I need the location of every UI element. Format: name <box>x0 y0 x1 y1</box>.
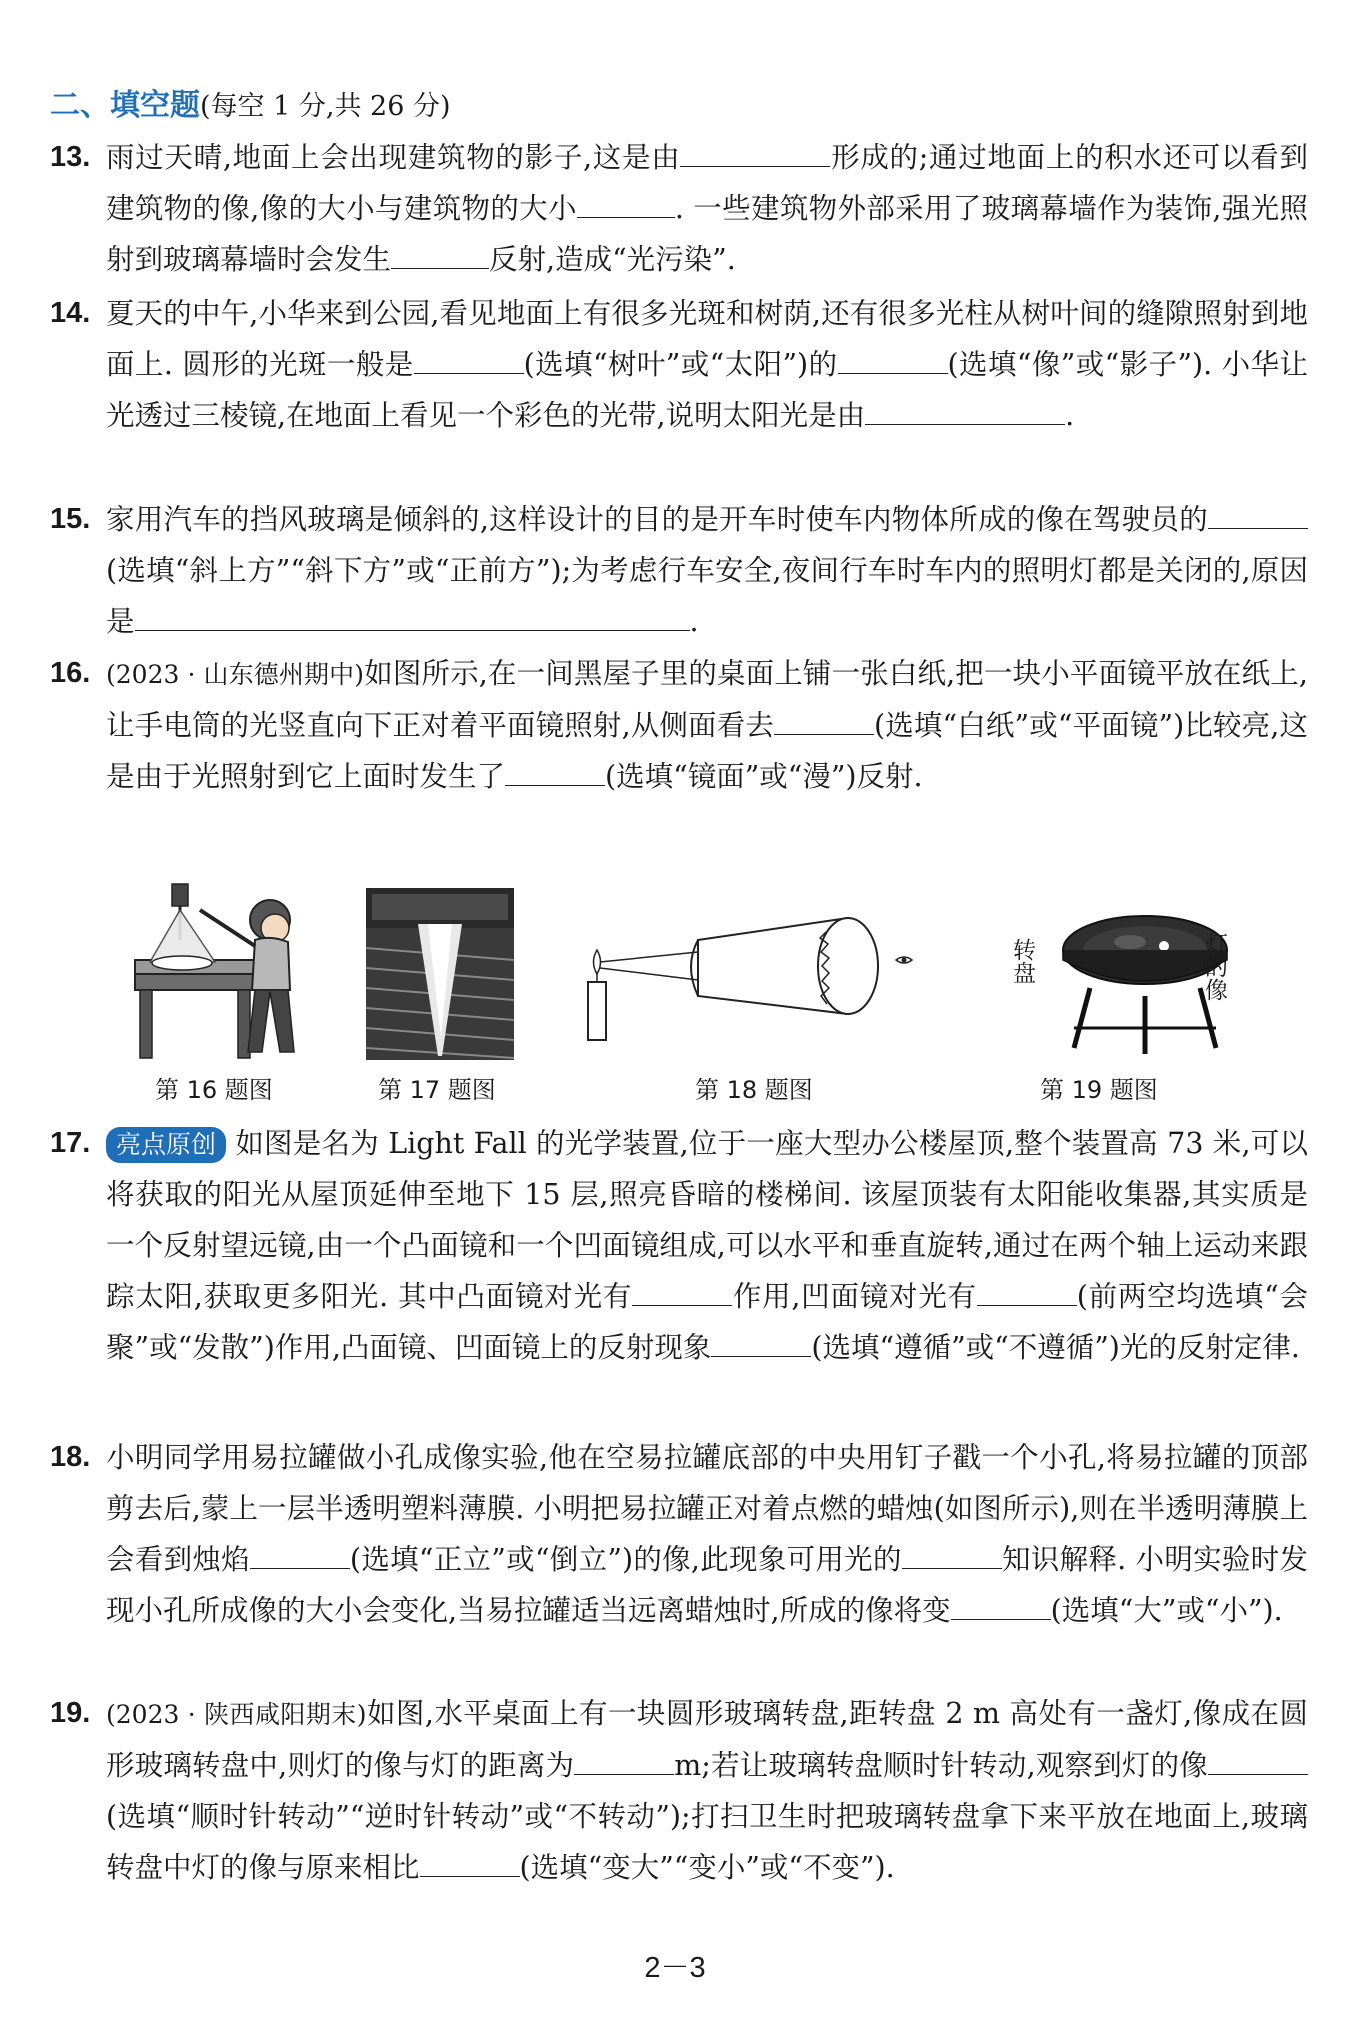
answer-blank[interactable] <box>680 165 830 167</box>
text-segment: (选填“斜上方”“斜下方”或“正前方”);为考虑行车安全,夜间行车时车内的照明灯都是关闭的,原因是 <box>106 554 1308 638</box>
question-text <box>106 132 1308 285</box>
question-16 <box>50 648 1308 802</box>
text-segment: m;若让玻璃转盘顺时针转动,观察到灯的像 <box>674 1749 1208 1782</box>
answer-blank[interactable] <box>774 733 874 735</box>
question-text <box>106 494 1308 647</box>
figure-17-caption: 第 17 题图 <box>378 1076 496 1104</box>
text-segment: (选填“白纸”或“平面镜”)比较亮,这是由于光照射到它上面时发生了 <box>106 709 1308 793</box>
question-text <box>106 288 1308 441</box>
text-segment: 作用,凹面镜对光有 <box>732 1280 977 1313</box>
text-segment: . 一些建筑物外部采用了玻璃幕墙作为装饰,强光照射到玻璃幕墙时会发生 <box>106 192 1308 276</box>
answer-blank[interactable] <box>414 372 524 374</box>
figure-16-caption: 第 16 题图 <box>155 1076 273 1104</box>
highlight-original-tag: 亮点原创 <box>106 1127 226 1163</box>
question-13 <box>50 132 1308 285</box>
question-text <box>106 1688 1308 1893</box>
question-text <box>106 648 1308 802</box>
text-segment: (选填“大”或“小”). <box>1050 1594 1283 1627</box>
question-19 <box>50 1688 1308 1893</box>
text-segment: (选填“树叶”或“太阳”)的 <box>523 348 838 381</box>
question-14 <box>50 288 1308 441</box>
text-segment: 知识解释. 小明实验时发现小孔所成像的大小会变化,当易拉罐适当远离蜡烛时,所成的像将变 <box>106 1543 1308 1627</box>
text-segment: 小明同学用易拉罐做小孔成像实验,他在空易拉罐底部的中央用钉子戳一个小孔,将易拉罐的顶部剪去后,蒙上一层半透明塑料薄膜. 小明把易拉罐正对着点燃的蜡烛(如图所示),则在半透明薄膜上会看到烛焰 <box>106 1441 1308 1576</box>
question-number: 17. <box>50 1127 91 1159</box>
question-number: 18. <box>50 1441 91 1473</box>
answer-blank[interactable] <box>632 1304 732 1306</box>
answer-blank[interactable] <box>711 1355 811 1357</box>
question-18 <box>50 1432 1308 1636</box>
answer-blank[interactable] <box>977 1304 1077 1306</box>
section-heading: 二、填空题 <box>50 88 200 123</box>
text-segment: 反射,造成“光污染”. <box>489 243 736 276</box>
text-segment: . <box>689 605 699 638</box>
answer-blank[interactable] <box>577 216 675 218</box>
text-segment: (选填“镜面”或“漫”)反射. <box>605 760 923 793</box>
question-15 <box>50 494 1308 647</box>
question-number: 15. <box>50 503 91 535</box>
answer-blank[interactable] <box>135 629 690 631</box>
figure-18-caption: 第 18 题图 <box>695 1076 813 1104</box>
answer-blank[interactable] <box>1208 527 1308 529</box>
figure-18-pinhole-camera-illustration <box>578 910 938 1060</box>
answer-blank[interactable] <box>574 1773 674 1775</box>
section-scoring-note: (每空 1 分,共 26 分) <box>200 91 451 122</box>
question-number: 14. <box>50 297 91 329</box>
answer-blank[interactable] <box>391 267 489 269</box>
text-segment: (选填“遵循”或“不遵循”)光的反射定律. <box>811 1331 1300 1364</box>
question-text <box>106 1432 1308 1636</box>
section-title <box>50 80 451 124</box>
text-segment: 如图所示,在一间黑屋子里的桌面上铺一张白纸,把一块小平面镜平放在纸上,让手电筒的光竖直向下正对着平面镜照射,从侧面看去 <box>106 657 1308 742</box>
question-source: (2023 · 山东德州期中) <box>106 660 365 689</box>
figure-17-light-fall-photo <box>366 888 514 1060</box>
question-number: 16. <box>50 657 91 689</box>
text-segment: 如图,水平桌面上有一块圆形玻璃转盘,距转盘 2 m 高处有一盏灯,像成在圆形玻璃转盘中,则灯的像与灯的距离为 <box>106 1697 1308 1782</box>
text-segment: . <box>1065 399 1075 432</box>
text-segment: 夏天的中午,小华来到公园,看见地面上有很多光斑和树荫,还有很多光柱从树叶间的缝隙照射到地面上. 圆形的光斑一般是 <box>106 297 1308 381</box>
answer-blank[interactable] <box>951 1618 1051 1620</box>
question-source: (2023 · 陕西咸阳期末) <box>106 1700 367 1729</box>
text-segment: (前两空均选填“会聚”或“发散”)作用,凸面镜、凹面镜上的反射现象 <box>106 1280 1308 1364</box>
text-segment: (选填“像”或“影子”). 小华让光透过三棱镜,在地面上看见一个彩色的光带,说明太阳光是由 <box>106 348 1308 432</box>
answer-blank[interactable] <box>420 1875 520 1877</box>
text-segment: 形成的;通过地面上的积水还可以看到建筑物的像,像的大小与建筑物的大小 <box>106 141 1308 225</box>
text-segment: 家用汽车的挡风玻璃是倾斜的,这样设计的目的是开车时使车内物体所成的像在驾驶员的 <box>106 503 1208 536</box>
text-segment: (选填“变大”“变小”或“不变”). <box>519 1851 895 1884</box>
answer-blank[interactable] <box>838 372 948 374</box>
answer-blank[interactable] <box>505 784 605 786</box>
figure-16-flashlight-illustration <box>130 880 320 1060</box>
page-number: 2－3 <box>644 1952 706 1984</box>
question-number: 13. <box>50 141 91 173</box>
question-number: 19. <box>50 1697 91 1729</box>
question-text <box>106 1118 1308 1373</box>
answer-blank[interactable] <box>1208 1773 1308 1775</box>
figure-19-caption: 第 19 题图 <box>1040 1076 1158 1104</box>
text-segment: (选填“顺时针转动”“逆时针转动”或“不转动”);打扫卫生时把玻璃转盘拿下来平放在地面上,玻璃转盘中灯的像与原来相比 <box>106 1800 1308 1884</box>
text-segment: (选填“正立”或“倒立”)的像,此现象可用光的 <box>349 1543 902 1576</box>
figure-19-label-lamp-image: 灯的像 <box>1201 932 1227 1001</box>
question-17 <box>50 1118 1308 1373</box>
answer-blank[interactable] <box>865 423 1065 425</box>
text-segment: 雨过天晴,地面上会出现建筑物的影子,这是由 <box>106 141 681 174</box>
figure-19-label-turntable: 转盘 <box>1009 938 1035 984</box>
answer-blank[interactable] <box>902 1567 1002 1569</box>
answer-blank[interactable] <box>250 1567 350 1569</box>
text-segment: 如图是名为 Light Fall 的光学装置,位于一座大型办公楼屋顶,整个装置高 73 米,可以将获取的阳光从屋顶延伸至地下 15 层,照亮昏暗的楼梯间. 该屋顶装有太阳能收集器,其实质是一个反射望远镜,由一个凸面镜和一个凹面镜组成,可以水平和垂直旋转,通过在两个轴上运动来跟踪太阳,获取更多阳光. 其中凸面镜对光有 <box>106 1127 1308 1313</box>
